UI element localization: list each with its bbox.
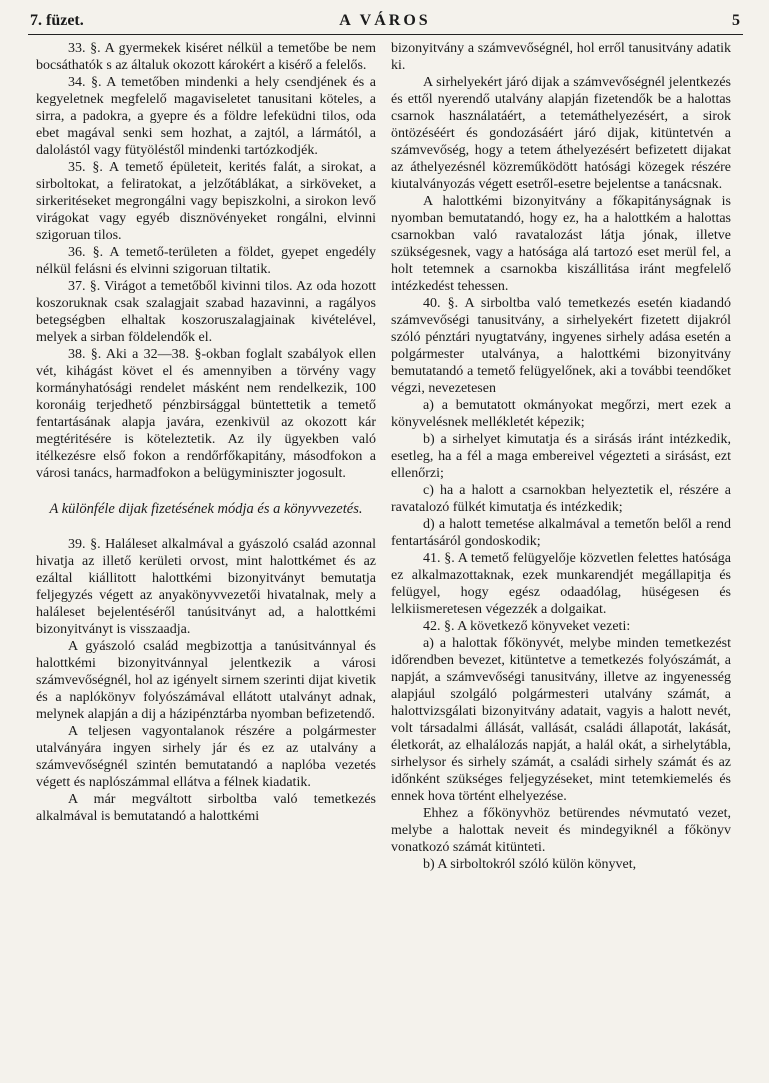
paragraph: bizonyitvány a számvevőségnél, hol erről tanusitvány adatik ki. bbox=[391, 41, 731, 73]
section-heading: A különféle dijak fizetésének módja és a könyvvezetés. bbox=[49, 501, 363, 517]
paragraph: 34. §. A temetőben mindenki a hely csendjének és a kegyeletnek megfelelő magaviseletet tanusitani köteles, a sirra, a padokra, a gyepre és a földre lefeküdni tilos, oda ebet magával senki sem hozhat, a zajtól, a lármától, a dalolástól vagy fütyöléstől mindenki tartózkodjék. bbox=[36, 75, 376, 158]
paragraph: 39. §. Haláleset alkalmával a gyászoló család azonnal hivatja az illető kerületi orvost, mint halottkémet és az ezáltal kiállitott halottkémi bizonyitványt bemutatja feljegyzés végett az anyakönyvvezetői hivatalnak, mely a haláleset bejelentéséről tanúsitványt ad, a halottkémi bizonyitványt is visszaadja. bbox=[36, 537, 376, 637]
list-item: a) a halottak főkönyvét, melybe minden temetkezést időrendben bevezet, kitüntetve a temetkezés folyószámát, a napját, a számvevőségi tanusitvány, illetve az ingyenesség alapjául szolgáló polgármesteri utalvány számát, a halottvizsgálati bizonyitvány adatait, vagyis a halott nevét, volt társadalmi állását, vallását, családi állapotát, lakását, életkorát, az elhalálozás napját, a halál okát, a sirhelytábla, sirhelysor és sirhely számát, a családi sirhely számát és az időnként szükséges feljegyzéseket, mint tetemkiemelés és ennek hova történt elhelyezése. bbox=[391, 636, 731, 804]
paragraph: A teljesen vagyontalanok részére a polgármester utalványára ingyen sirhely jár és ez az utalvány a számvevőségnél szintén bemutatandó a naplóba vezetés végett és naplószámmal ellátva a félnek kiadatik. bbox=[36, 724, 376, 790]
paragraph: A halottkémi bizonyitvány a főkapitányságnak is nyomban bemutatandó, hogy ez, ha a halottkém a halottas csarnokban való ravatalozást látja jónak, illetve szükségesnek, vagy a hatósága alá tartozó eset merül fel, a holt tetemnek a csarnokba kiszállitása iránt megfelelő intézkedést tehessen. bbox=[391, 194, 731, 294]
page-header bbox=[30, 12, 740, 34]
paragraph: A már megváltott sirboltba való temetkezés alkalmával is bemutatandó a halottkémi bbox=[36, 792, 376, 824]
right-column bbox=[391, 40, 731, 873]
paragraph: 38. §. Aki a 32—38. §-okban foglalt szabályok ellen vét, kihágást követ el és amennyiben a törvény vagy kormányhatósági rendelet másként nem rendelkezik, 100 koronáig terjedhető pénzbirsággal büntettetik a temető fentartásának alapja javára, ezenkivül az okozott kár megtéritésére is köteleztetik. Az ily ügyekben való itélkezésre első fokon a rendőrfőkapitány, másodfokon a városi tanács, harmadfokon a belügyminiszter jogosult. bbox=[36, 347, 376, 481]
list-item: c) ha a halott a csarnokban helyeztetik el, részére a ravatalozó fülkét kimutatja és intézkedik; bbox=[391, 483, 731, 515]
paragraph: 40. §. A sirboltba való temetkezés esetén kiadandó számvevőségi tanusitvány, a sirhelyekért fizetett dijakról szóló pénztári nyugtatvány, ingyenes sirhely adása esetén a polgármester utalványa, a halottkémi bizonyitvány bemutatandó a temető felügyelőnek, aki a további teendőket végzi, nevezetesen bbox=[391, 296, 731, 396]
list-item: a) a bemutatott okmányokat megőrzi, mert ezek a könyvelésnek mellékletét képezik; bbox=[391, 398, 731, 430]
paragraph: Ehhez a főkönyvhöz betürendes névmutató vezet, melybe a halottak neveit és mindegyiknél a főkönyv vonatkozó számát kitünteti. bbox=[391, 806, 731, 855]
paragraph: 37. §. Virágot a temetőből kivinni tilos. Az oda hozott koszoruknak csak szalagjait szabad hazavinni, a ragályos betegségben elhaltak koszoruszalagjainak kivételével, melyek a sirban földelendők el. bbox=[36, 279, 376, 345]
paragraph: 42. §. A következő könyveket vezeti: bbox=[423, 619, 631, 634]
page-number: 5 bbox=[732, 12, 740, 29]
list-item: b) A sirboltokról szóló külön könyvet, bbox=[423, 857, 637, 872]
paragraph: 36. §. A temető-területen a földet, gyepet engedély nélkül felásni és elvinni szigoruan tiltatik. bbox=[36, 245, 376, 277]
header-rule bbox=[28, 34, 743, 35]
list-item: b) a sirhelyet kimutatja és a sirásás iránt intézkedik, esetleg, ha a fél a maga embereivel végezteti a sirásást, ezt ellenőrzi; bbox=[391, 432, 731, 481]
issue-number: 7. füzet. bbox=[30, 12, 84, 29]
paragraph: 35. §. A temető épületeit, kerités falát, a sirokat, a sirboltokat, a feliratokat, a jelzőtáblákat, a sirköveket, a sirkeritéseket megrongálni vagy bepiszkolni, a sirokon levő virágokat vagy egyéb disznövényeket rongálni, elvinni szigoruan tilos. bbox=[36, 160, 376, 243]
journal-title: A VÁROS bbox=[339, 12, 431, 29]
paragraph: A sirhelyekért járó dijak a számvevőségnél jelentkezés és ettől nyerendő utalvány alapján fizetendők be a halottas csarnok használatáért, a tetemáthelyezésért, a sirok öntözéséért és gondozásáért járó dijak, kitüntetvén a számvevőség, hogy a tetem áthelyezésért befizetett dijakat az áthelyezésnél közreműködött hatósági közegek részére kiutalványozás végett esetről-esetre bejelentse a tanácsnak. bbox=[391, 75, 731, 192]
paragraph: A gyászoló család megbizottja a tanúsitvánnyal és halottkémi bizonyitvánnyal jelentkezik a városi számvevőségnél, hol az igényelt sirnem szerinti dijat kivetik és a naplókönyv folyószámával ellátott utalványt adnak, melynek alapján a dij a házipénztárba nyomban befizetendő. bbox=[36, 639, 376, 722]
left-column bbox=[36, 40, 376, 825]
list-item: d) a halott temetése alkalmával a temetőn belől a rend fentartásáról gondoskodik; bbox=[391, 517, 731, 549]
paragraph: 33. §. A gyermekek kiséret nélkül a temetőbe be nem bocsáthatók s az általuk okozott károkért a kisérő a felelős. bbox=[36, 41, 376, 73]
paragraph: 41. §. A temető felügyelője közvetlen felettes hatósága ez alkalmazottaknak, ezek munkarendjét megállapitja és felügyel, hogy egész odaadólag, hüségesen és lelkiismeretesen végezzék a dolgaikat. bbox=[391, 551, 731, 617]
